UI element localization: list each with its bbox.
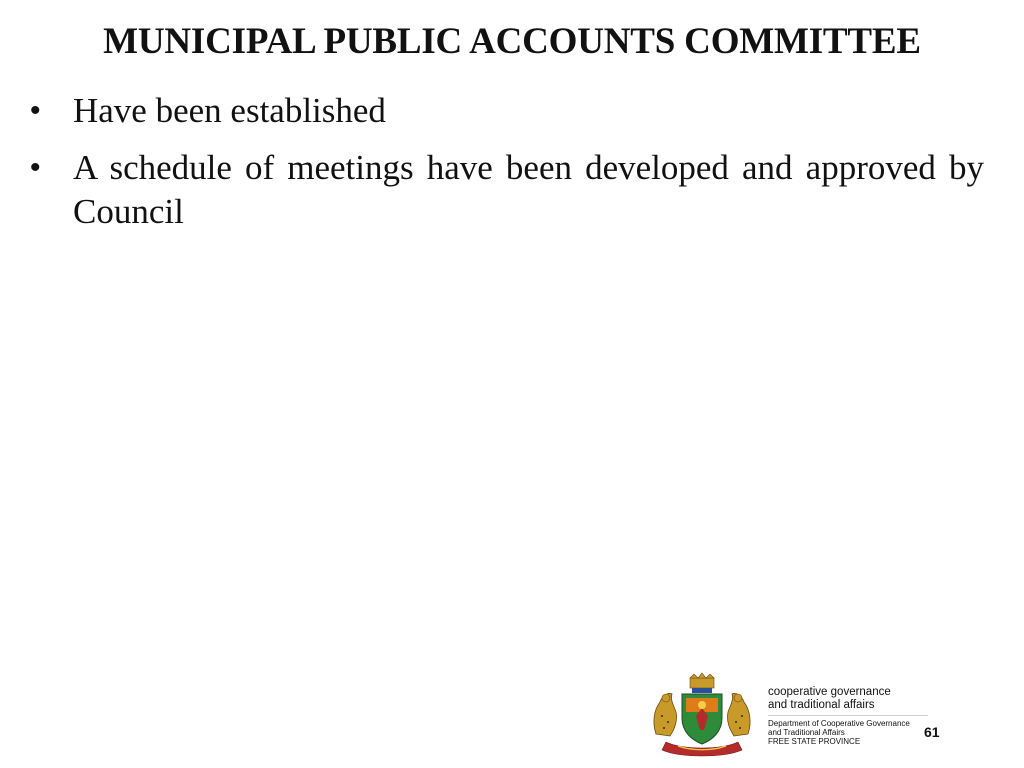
bullet-item bbox=[30, 89, 984, 133]
dept-short-line-1: cooperative governance bbox=[768, 686, 891, 698]
bullet-item bbox=[30, 146, 984, 234]
department-block bbox=[768, 686, 938, 746]
dept-short-line-2: and traditional affairs bbox=[768, 699, 875, 711]
bullet-text: A schedule of meetings have been developed and approved by Council bbox=[73, 148, 984, 231]
bullet-icon: • bbox=[30, 151, 41, 184]
slide-title: MUNICIPAL PUBLIC ACCOUNTS COMMITTEE bbox=[103, 21, 921, 62]
dept-long-line-1: Department of Cooperative Governance bbox=[768, 719, 910, 728]
divider bbox=[768, 715, 928, 716]
bullet-text: Have been established bbox=[73, 91, 386, 130]
bullet-list bbox=[30, 89, 984, 247]
coat-of-arms-icon bbox=[648, 672, 756, 758]
footer-branding bbox=[648, 672, 948, 762]
page-number: 61 bbox=[924, 724, 940, 740]
dept-long-line-2: and Traditional Affairs bbox=[768, 728, 845, 737]
bullet-icon: • bbox=[30, 94, 41, 127]
dept-long-line-3: FREE STATE PROVINCE bbox=[768, 737, 861, 746]
